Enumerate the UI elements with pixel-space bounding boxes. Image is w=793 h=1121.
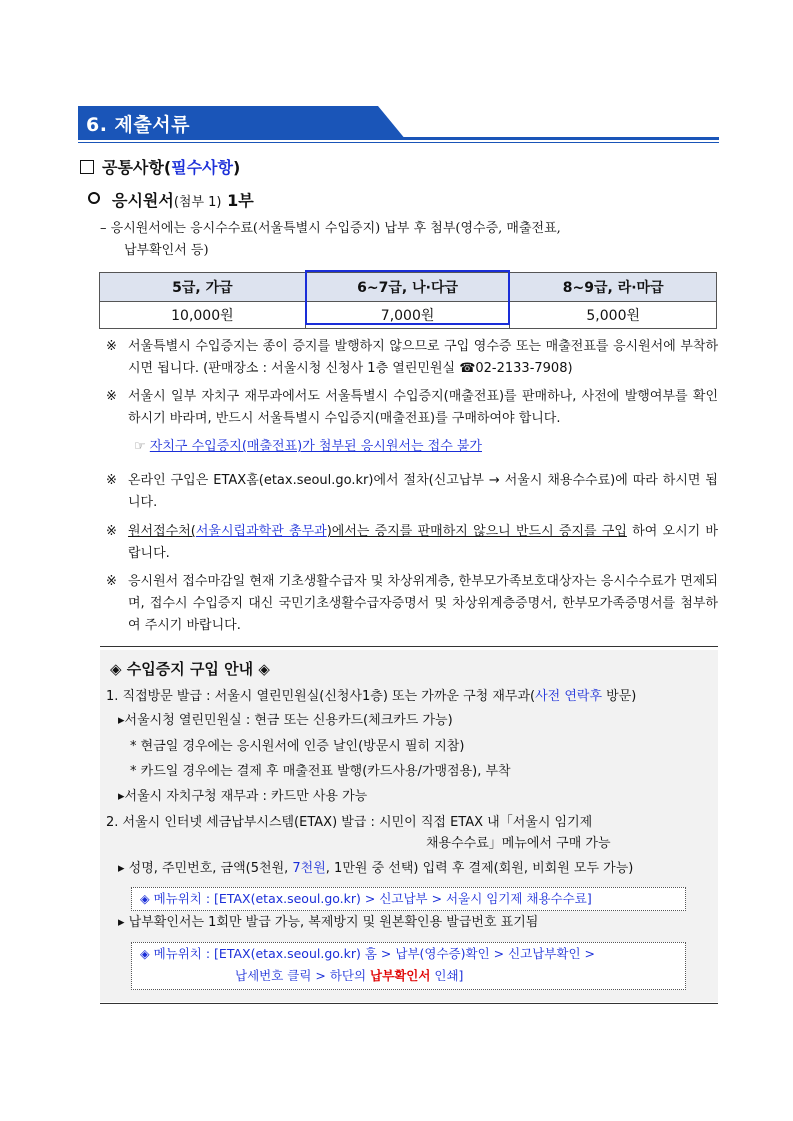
note-stamp-info: ※ 서울특별시 수입증지는 종이 증지를 발행하지 않으므로 구입 영수증 또는 매출전표를 응시원서에 부착하시면 됩니다. (판매장소 : 서울시청 신청사 1층 열린민원실 ☎02-2133-7908): [106, 336, 718, 380]
fee-col-header: 6~7급, 나·다급: [305, 273, 510, 302]
checkbox-square-icon: [80, 160, 94, 174]
note-mark: ※: [106, 473, 117, 488]
guide-step-2-cont: 채용수수료」메뉴에서 구매 가능: [426, 836, 611, 851]
application-heading: [88, 188, 254, 211]
note-online-purchase: ※ 온라인 구입은 ETAX홈(etax.seoul.go.kr)에서 절차(신고납부 → 서울시 채용수수료)에 따라 하시면 됩니다.: [106, 470, 718, 514]
fee-description-line1: – 응시원서에는 응시수수료(서울특별시 수입증지) 납부 후 첨부(영수증, 매출전표,: [100, 221, 561, 236]
triangle-bullet-icon: ▸: [118, 713, 125, 728]
required-label: 필수사항: [171, 158, 233, 177]
warning-line: [134, 436, 482, 458]
note-mark: ※: [106, 574, 117, 589]
guide-step-2b: ▸ 납부확인서는 1회만 발급 가능, 복제방지 및 원본확인용 발급번호 표기됨: [118, 915, 539, 930]
fee-col-header: 5급, 가급: [100, 273, 306, 302]
guide-step-2: 2. 서울시 인터넷 세금납부시스템(ETAX) 발급 : 시민이 직접 ETAX 내「서울시 임기제: [106, 815, 593, 830]
guide-step-1: 1. 직접방문 발급 : 서울시 열린민원실(신청사1층) 또는 가까운 구청 재무과(사전 연락후 방문): [106, 689, 637, 704]
section-rule: [78, 137, 719, 140]
common-heading: 공통사항(필수사항): [80, 155, 240, 178]
note-reception-office: ※ 원서접수처(서울시립과학관 총무과)에서는 증지를 판매하지 않으니 반드시 증지를 구입 하여 오시기 바랍니다.: [106, 521, 718, 565]
note-fee-exemption: ※ 응시원서 접수마감일 현재 기초생활수급자 및 차상위계층, 한부모가족보호대상자는 응시수수료가 면제되며, 접수시 수입증지 대신 국민기초생활수급자증명서 및 차상위계층증명서, 한부모가족증명서를 첨부하여 주시기 바랍니다.: [106, 571, 718, 637]
fee-description-line2: 납부확인서 등): [124, 243, 209, 258]
fee-highlight-box: [305, 270, 510, 325]
contact-first-note: 사전 연락후: [535, 689, 603, 704]
menu-location-box-2: ◈ 메뉴위치 : [ETAX(etax.seoul.go.kr) 홈 > 납부(영수증)확인 > 신고납부확인 > 납세번호 클릭 > 하단의 납부확인서 인쇄]: [131, 942, 686, 990]
circle-bullet-icon: [88, 192, 100, 204]
fee-7000-highlight: 7천원: [292, 861, 326, 876]
guide-top-divider: [100, 646, 718, 647]
menu-location-box-1: ◈ 메뉴위치 : [ETAX(etax.seoul.go.kr) > 신고납부 > 서울시 임기제 채용수수료]: [131, 887, 686, 911]
fee-col-header: 8~9급, 라·마급: [510, 273, 717, 302]
section-title: 6. 제출서류: [86, 114, 190, 136]
note-mark: ※: [106, 389, 117, 404]
receipt-highlight: 납부확인서: [370, 968, 431, 983]
fee-cell: 7,000원: [305, 302, 510, 329]
triangle-bullet-icon: ▸: [118, 789, 125, 804]
guide-bottom-divider: [100, 1003, 718, 1004]
triangle-bullet-icon: ▸: [118, 861, 125, 876]
note-district-sales: ※ 서울시 일부 자치구 재무과에서도 서울특별시 수입증지(매출전표)를 판매하나, 사전에 발행여부를 확인하시기 바라며, 반드시 서울특별시 수입증지(매출전표)를 구매하여야 합니다.: [106, 386, 718, 430]
fee-cell: 10,000원: [100, 302, 306, 329]
pointing-hand-icon: ☞: [134, 439, 146, 454]
guide-step-1b: ▸서울시 자치구청 재무과 : 카드만 사용 가능: [118, 789, 368, 804]
fee-cell: 5,000원: [510, 302, 717, 329]
section-rule-thin: [78, 142, 719, 143]
warning-text: 자치구 수입증지(매출전표)가 첨부된 응시원서는 접수 불가: [149, 439, 482, 454]
guide-title: ◈ 수입증지 구입 안내 ◈: [110, 660, 270, 678]
guide-step-1a-cash: * 현금일 경우에는 응시원서에 인증 날인(방문시 필히 지참): [130, 739, 465, 754]
note-mark: ※: [106, 524, 117, 539]
guide-step-2a: ▸ 성명, 주민번호, 금액(5천원, 7천원, 1만원 중 선택) 입력 후 결제(회원, 비회원 모두 가능): [118, 861, 634, 876]
triangle-bullet-icon: ▸: [118, 915, 125, 930]
guide-step-1a-card: * 카드일 경우에는 결제 후 매출전표 발행(카드사용/가맹점용), 부착: [130, 764, 511, 779]
attachment-ref: (첨부 1): [173, 195, 222, 210]
application-count: 1부: [227, 191, 254, 210]
reception-office-link: 서울시립과학관 총무과: [195, 524, 327, 539]
guide-step-1a: ▸서울시청 열린민원실 : 현금 또는 신용카드(체크카드 가능): [118, 713, 453, 728]
note-mark: ※: [106, 339, 117, 354]
application-title: 응시원서: [112, 191, 174, 210]
